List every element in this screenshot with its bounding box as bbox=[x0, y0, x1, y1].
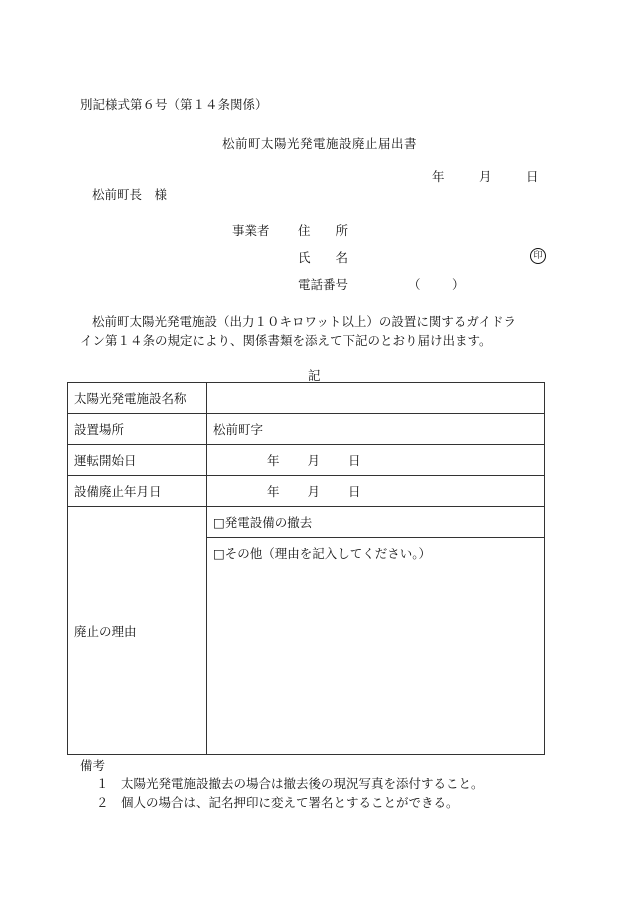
start-month-label: 月 bbox=[307, 453, 321, 468]
phone-paren-open: （ bbox=[408, 277, 421, 292]
location-field[interactable]: 松前町字 bbox=[207, 414, 545, 445]
note-item-1: １ 太陽光発電施設撤去の場合は撤去後の現況写真を添付すること。 bbox=[96, 776, 484, 791]
notification-table bbox=[67, 382, 545, 755]
table-row bbox=[68, 507, 545, 538]
name-label: 氏 名 bbox=[298, 250, 349, 265]
start-year-label: 年 bbox=[267, 453, 280, 468]
reason-label: 廃止の理由 bbox=[68, 507, 207, 755]
addressee: 松前町長 様 bbox=[92, 187, 168, 202]
date-day-label: 日 bbox=[526, 169, 539, 184]
start-date-label: 運転開始日 bbox=[68, 445, 207, 476]
end-year-label: 年 bbox=[267, 484, 280, 499]
table-row bbox=[68, 445, 545, 476]
reason-option-other[interactable]: □その他（理由を記入してください。） bbox=[207, 538, 545, 755]
facility-name-field[interactable] bbox=[207, 383, 545, 414]
date-year-label: 年 bbox=[432, 169, 445, 184]
phone-paren-close: ） bbox=[452, 277, 465, 292]
end-day-label: 日 bbox=[348, 484, 361, 499]
start-day-label: 日 bbox=[348, 453, 361, 468]
start-date-field[interactable] bbox=[207, 445, 545, 476]
notes-header: 備考 bbox=[80, 758, 106, 773]
body-line-2: イン第１４条の規定により、関係書類を添えて下記のとおり届け出ます。 bbox=[80, 333, 492, 348]
date-month-label: 月 bbox=[479, 169, 492, 184]
end-date-label: 設備廃止年月日 bbox=[68, 476, 207, 507]
page-title: 松前町太陽光発電施設廃止届出書 bbox=[222, 136, 418, 151]
address-label: 住 所 bbox=[298, 223, 349, 238]
table-row bbox=[68, 476, 545, 507]
phone-label: 電話番号 bbox=[298, 277, 349, 292]
end-date-field[interactable] bbox=[207, 476, 545, 507]
location-label: 設置場所 bbox=[68, 414, 207, 445]
end-month-label: 月 bbox=[307, 484, 321, 499]
body-line-1: 松前町太陽光発電施設（出力１０キロワット以上）の設置に関するガイドラ bbox=[92, 314, 517, 329]
table-row bbox=[68, 414, 545, 445]
ki-label: 記 bbox=[308, 368, 321, 383]
reason-option-removal[interactable]: □発電設備の撤去 bbox=[207, 507, 545, 538]
facility-name-label: 太陽光発電施設名称 bbox=[68, 383, 207, 414]
seal-mark: 印 bbox=[530, 248, 546, 264]
note-item-2: ２ 個人の場合は、記名押印に変えて署名とすることができる。 bbox=[96, 795, 459, 810]
applicant-role-label: 事業者 bbox=[232, 223, 270, 238]
table-row bbox=[68, 383, 545, 414]
form-number: 別記様式第６号（第１４条関係） bbox=[80, 97, 268, 112]
